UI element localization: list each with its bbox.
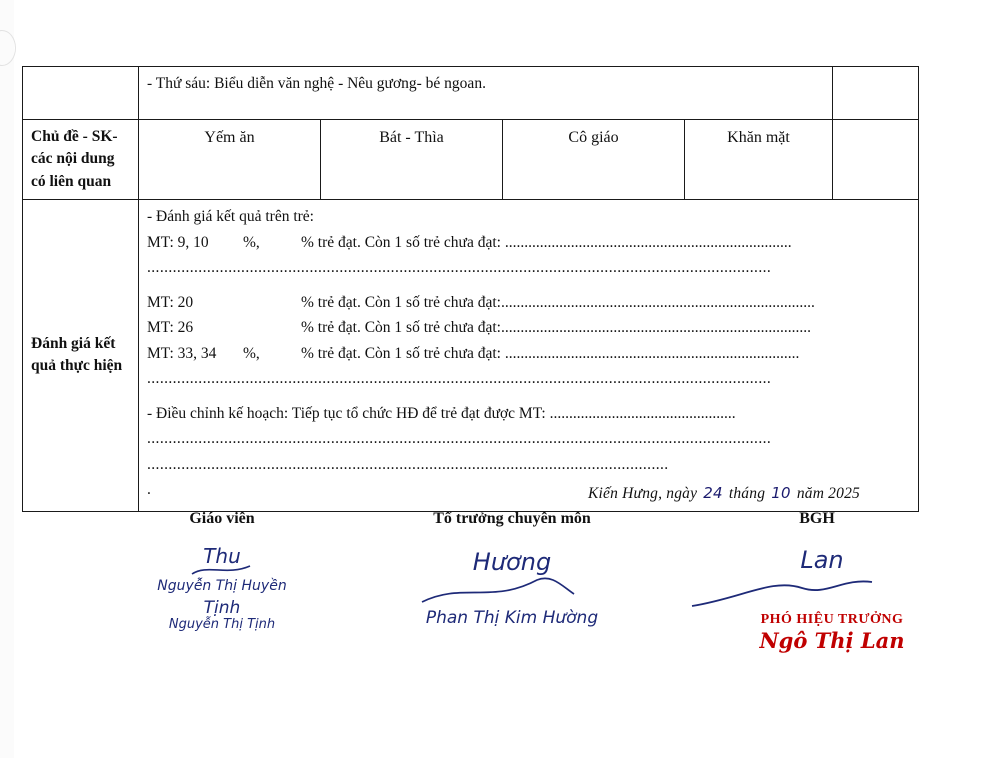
eval-mt4-pct: %, (243, 344, 260, 362)
teacher-name-2: Nguyễn Thị Tịnh (168, 617, 276, 632)
teacher-signature-1: Thu (203, 544, 241, 568)
eval-adjust-line: - Điều chỉnh kế hoạch: Tiếp tục tổ chức HĐ để trẻ đạt được MT: ................................................ (147, 404, 736, 422)
date-year: năm 2025 (796, 485, 860, 502)
eval-mt-line-1 (147, 232, 910, 254)
eval-mt-line-2 (147, 292, 910, 314)
eval-dots-1: .................................................................................................................................................. (147, 259, 772, 277)
head-of-dept-name: Phan Thị Kim Hường (425, 608, 599, 628)
bgh-name: Ngô Thị Lan (759, 628, 905, 653)
theme-label-cell: Chủ đề - SK- các nội dung có liên quan (23, 120, 139, 200)
bgh-title: BGH (799, 510, 835, 527)
eval-mt3-code: MT: 26 (147, 319, 194, 337)
signature-columns (22, 510, 982, 710)
signature-column-bgh (682, 510, 982, 653)
eval-mt3-rest: % trẻ đạt. Còn 1 số trẻ chưa đạt:................................................................................ (301, 319, 811, 337)
signature-column-head-of-dept (362, 510, 662, 628)
bgh-signature-stroke (682, 572, 982, 612)
eval-dots-2: .................................................................................................................................................. (147, 370, 772, 388)
bgh-signature: Lan (800, 546, 844, 574)
theme-item-3: Cô giáo (503, 120, 685, 200)
table-row-theme (23, 120, 919, 200)
eval-mt2-code: MT: 20 (147, 293, 194, 311)
teacher-title: Giáo viên (189, 510, 255, 527)
eval-mt-line-4 (147, 343, 910, 365)
eval-mt4-code: MT: 33, 34 (147, 344, 217, 362)
table-row-evaluation (23, 200, 919, 511)
eval-mt1-pct: %, (243, 233, 260, 251)
teacher-name-1: Nguyễn Thị Huyền (157, 578, 287, 594)
eval-mt-line-3 (147, 317, 910, 339)
date-day-handwritten: 24 (703, 484, 723, 502)
theme-row-last-cell (833, 120, 919, 200)
eval-mt4-rest: % trẻ đạt. Còn 1 số trẻ chưa đạt: ............................................................................ (301, 344, 800, 362)
date-prefix: Kiến Hưng, ngày (588, 485, 698, 502)
eval-trailing-dot: . (147, 481, 151, 499)
head-of-dept-signature-stroke (362, 574, 662, 608)
evaluation-content-cell (139, 200, 919, 511)
evaluation-label-cell: Đánh giá kết quả thực hiện (23, 200, 139, 511)
table-row-friday (23, 67, 919, 120)
theme-item-1: Yếm ăn (139, 120, 321, 200)
lesson-plan-table (22, 66, 919, 512)
friday-row-empty-label (23, 67, 139, 120)
head-of-dept-signature: Hương (472, 548, 552, 576)
bgh-role-label: PHÓ HIỆU TRƯỞNG (760, 612, 904, 627)
eval-heading: - Đánh giá kết quả trên trẻ: (147, 208, 314, 226)
eval-dots-4: .......................................................................................................................... (147, 455, 669, 473)
eval-mt1-rest: % trẻ đạt. Còn 1 số trẻ chưa đạt: .......................................................................... (301, 233, 792, 251)
head-of-dept-title: Tổ trưởng chuyên môn (433, 510, 591, 527)
signature-date-line (588, 484, 860, 503)
eval-dots-3: .................................................................................................................................................. (147, 430, 772, 448)
eval-mt2-rest: % trẻ đạt. Còn 1 số trẻ chưa đạt:................................................................................. (301, 293, 815, 311)
eval-mt1-code: MT: 9, 10 (147, 233, 209, 251)
eval-spacer-1 (147, 283, 910, 292)
friday-row-last-cell (833, 67, 919, 120)
signature-column-teacher (92, 510, 352, 632)
date-month-word: tháng (728, 485, 766, 502)
teacher-signature-2: Tịnh (203, 598, 241, 618)
friday-note-cell: - Thứ sáu: Biểu diễn văn nghệ - Nêu gương- bé ngoan. (139, 67, 833, 120)
theme-item-2: Bát - Thìa (321, 120, 503, 200)
theme-item-4: Khăn mặt (685, 120, 833, 200)
eval-spacer-2 (147, 394, 910, 403)
date-month-handwritten: 10 (771, 484, 791, 502)
